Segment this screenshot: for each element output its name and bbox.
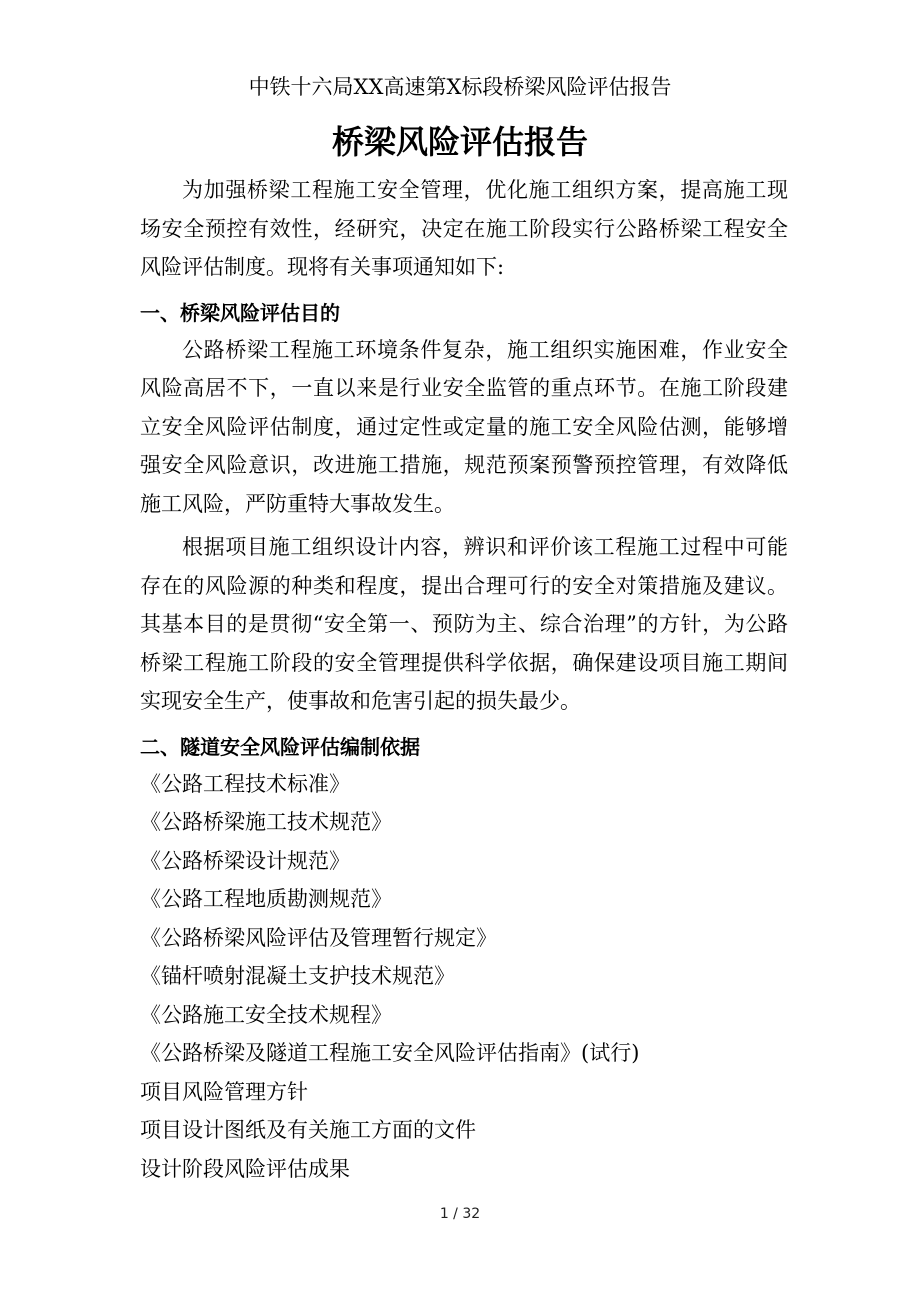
purpose-paragraph-2: 根据项目施工组织设计内容，辨识和评价该工程施工过程中可能存在的风险源的种类和程度，提出合理可行的安全对策措施及建议。其基本目的是贯彻“安全第一、预防为主、综合治理”的方针，为公路桥梁工程施工阶段的安全管理提供科学依据，确保建设项目施工期间实现安全生产，使事故和危害引起的损失最少。	[140, 535, 788, 713]
reference-item: 《公路工程地质勘测规范》	[140, 887, 392, 911]
reference-item: 项目设计图纸及有关施工方面的文件	[140, 1118, 476, 1142]
reference-item: 《公路工程技术标准》	[140, 771, 350, 796]
page-number: 1 / 32	[439, 1206, 481, 1222]
section-heading-purpose: 一、桥梁风险评估目的	[140, 300, 340, 325]
page-header: 中铁十六局XX高速第X标段桥梁风险评估报告	[248, 75, 672, 99]
reference-item: 《锚杆喷射混凝土支护技术规范》	[140, 964, 455, 988]
reference-list	[140, 765, 788, 1189]
document-body	[140, 171, 788, 1188]
intro-paragraph: 为加强桥梁工程施工安全管理，优化施工组织方案，提高施工现场安全预控有效性，经研究，决定在施工阶段实行公路桥梁工程安全风险评估制度。现将有关事项通知如下:	[140, 178, 788, 279]
reference-item: 《公路桥梁风险评估及管理暂行规定》	[140, 925, 497, 950]
document-title: 桥梁风险评估报告	[331, 123, 588, 161]
section-heading-basis: 二、隧道安全风险评估编制依据	[140, 734, 420, 759]
reference-item: 《公路桥梁设计规范》	[140, 848, 350, 873]
reference-item: 《公路施工安全技术规程》	[140, 1002, 392, 1027]
reference-item: 项目风险管理方针	[140, 1079, 308, 1104]
purpose-paragraph-1: 公路桥梁工程施工环境条件复杂，施工组织实施困难，作业安全风险高居不下，一直以来是行业安全监管的重点环节。在施工阶段建立安全风险评估制度，通过定性或定量的施工安全风险估测，能够增强安全风险意识，改进施工措施，规范预案预警预控管理，有效降低施工风险，严防重特大事故发生。	[140, 337, 788, 516]
reference-item: 《公路桥梁及隧道工程施工安全风险评估指南》(试行)	[140, 1041, 640, 1065]
reference-item: 《公路桥梁施工技术规范》	[140, 810, 392, 834]
reference-item: 设计阶段风险评估成果	[140, 1156, 350, 1181]
